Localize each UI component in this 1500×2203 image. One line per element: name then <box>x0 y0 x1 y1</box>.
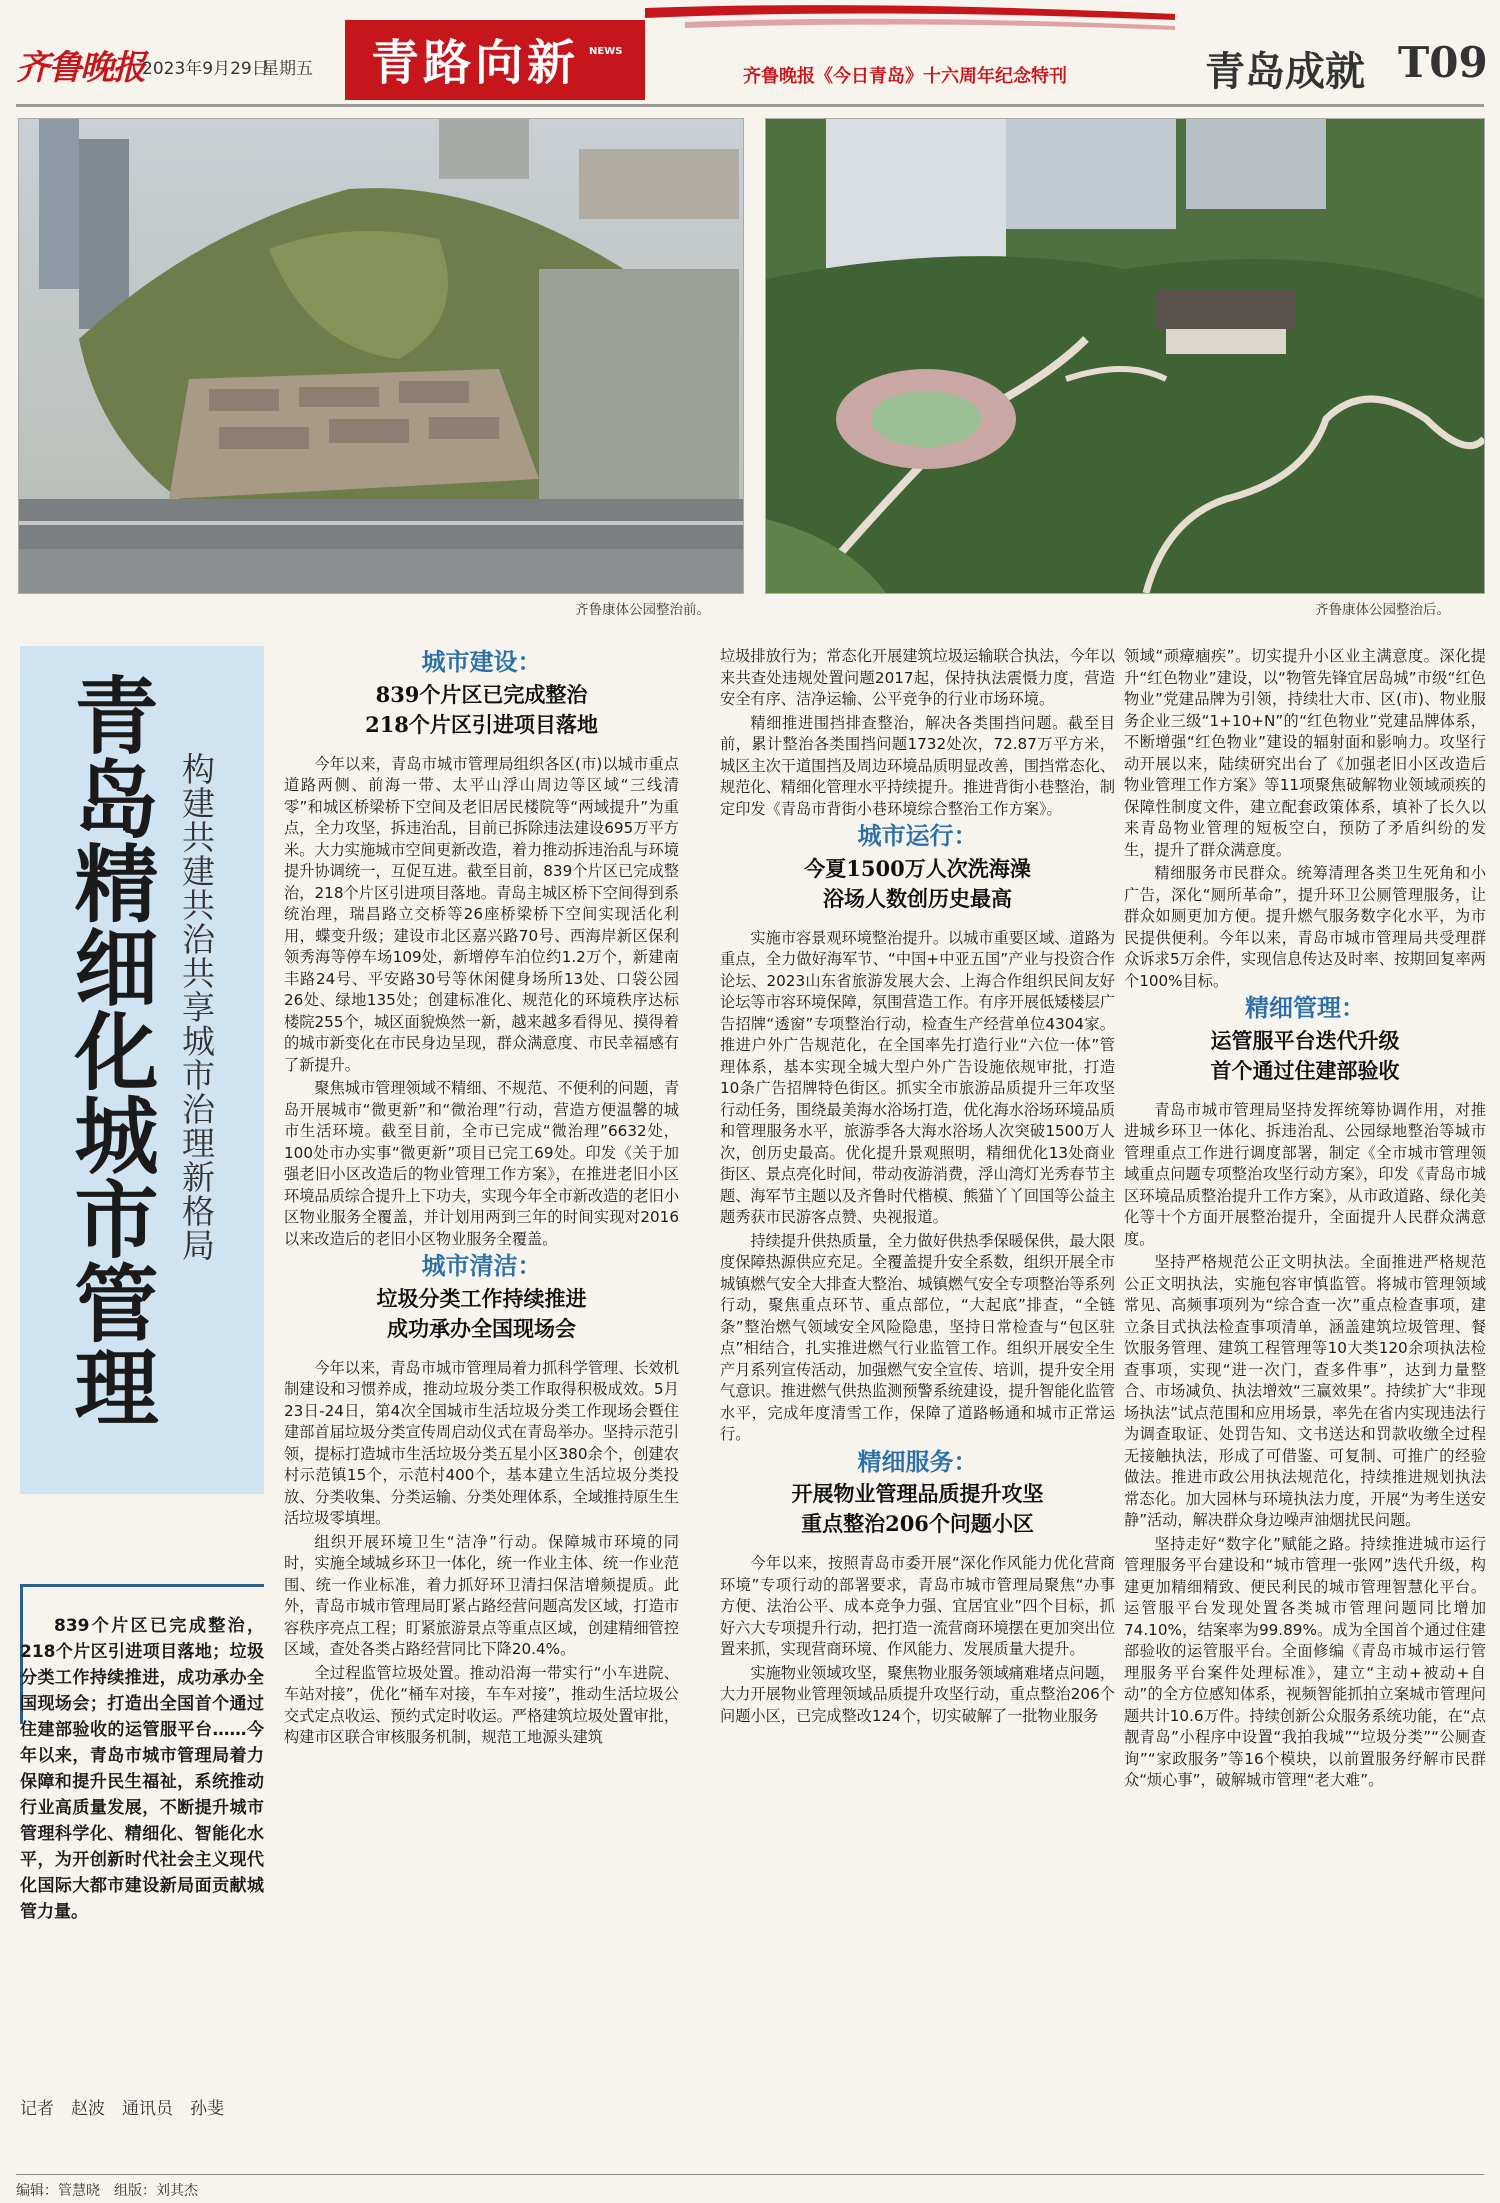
section-headline <box>1124 1026 1486 1086</box>
paragraph: 坚持走好“数字化”赋能之路。持续推进城市运行管理服务平台建设和“城市管理一张网”迭代升级，构建更加精细精致、便民利民的城市管理智慧化平台。运管服平台发现处置各类城市管理问题同比增加74.10%，结案率为99.89%。成为全国首个通过住建部验收的运管服平台。全面修编《青岛市城市运行管理服务平台案件处理标准》，建立“主动+被动+自动”的全方位感知体系，视频智能抓拍立案城市管理问题共计10.6万件。持续创新公众服务系统功能，在“点靓青岛”小程序中设置“我拍我城”“垃圾分类”“公厕查询”“家政服务”等16个模块，以前置服务纾解市民群众“烦心事”，破解城市管理“老大难”。 <box>1124 1534 1486 1789</box>
main-title: 青岛精细化城市管理 <box>61 672 160 1428</box>
section-headline <box>720 854 1115 914</box>
headline-line: 开展物业管理品质提升攻坚 <box>791 1481 1044 1506</box>
paragraph: 精细服务市民群众。统筹清理各类卫生死角和小广告，深化“厕所革命”，提升环卫公厕管理服务，让群众如厕更加方便。提升燃气服务数字化水平，为市民提供便利。今年以来，青岛市城市管理局共受理群众诉求5万余件，实现信息传达及时率、按期回复率两个100%目标。 <box>1124 864 1486 990</box>
section-kicker: 城市运行： <box>857 822 978 850</box>
headline-line: 垃圾分类工作持续推进 <box>376 1285 587 1311</box>
footer-rule <box>16 2174 1484 2175</box>
section-headline <box>284 680 679 740</box>
banner-subtitle: 齐鲁晚报《今日青岛》十六周年纪念特刊 <box>743 66 1067 87</box>
header-rule <box>16 104 1484 107</box>
sub-title: 构建共建共治共享城市治理新格局 <box>177 752 216 1262</box>
byline: 记者 赵波 通讯员 孙斐 <box>20 2099 224 2119</box>
paragraph: 今年以来，青岛市城市管理局着力抓科学管理、长效机制建设和习惯养成，推动垃圾分类工作取得积极成效。5月23日-24日，第4次全国城市生活垃圾分类工作现场会暨住建部首届垃圾分类宣传周启动仪式在青岛举办。坚持示范引领，提标打造城市生活垃圾分类五星小区380余个，创建农村示范镇15个，示范村400个，基本建立生活垃圾分类投放、分类收集、分类运输、分类处理体系，全域推持原生生活垃圾零填埋。 <box>284 1358 679 1527</box>
paragraph: 今年以来，按照青岛市委开展“深化作风能力优化营商环境”专项行动的部署要求，青岛市城市管理局聚焦“办事方便、法治公平、成本竞争力强、宜居宜业”四个目标，抓好六大专项提升行动，把打造一流营商环境摆在更加突出位置来抓，实现营商环境、作风能力、发展质量大提升。 <box>720 1554 1115 1658</box>
photo-after-caption: 齐鲁康体公园整治后。 <box>1315 602 1450 618</box>
headline-line: 运管服平台迭代升级 <box>1210 1027 1400 1053</box>
headline-line: 浴场人数创历史最高 <box>823 885 1012 911</box>
paragraph: 精细推进围挡排查整治，解决各类围挡问题。截至目前，累计整治各类围挡问题1732处次，72.87万平方米，城区主次干道围挡及周边环境品质明显改善，围挡常态化、规范化、精细化管理水平持续提升。推进背街小巷整治，制定印发《青岛市背街小巷环境综合整治工作方案》。 <box>720 713 1115 818</box>
aerial-park-after-image <box>766 119 1484 593</box>
article-column-3 <box>1124 646 1486 1794</box>
paragraph: 聚焦城市管理领域不精细、不规范、不便利的问题，青岛开展城市“微更新”和“微治理”行动，营造方便温馨的城市生活环境。截至目前，全市已完成“微治理”6632处，100处市办实事“微更新”项目已完工69处。印发《关于加强老旧小区改造后的物业管理工作方案》，在推进老旧小区环境品质综合提升上下功夫，实现今年全市新改造的老旧小区物业服务全覆盖，并计划用两到三年的时间实现对2016以来改造后的老旧小区物业服务全覆盖。 <box>284 1079 679 1248</box>
paragraph: 实施市容景观环境整治提升。以城市重要区域、道路为重点，全力做好海军节、“中国+中亚五国”产业与投资合作论坛、2023山东省旅游发展大会、上海合作组织民间友好论坛等市容环境保障，氛围营造工作。有序开展低矮楼层广告招牌“透窗”专项整治行动，检查生产经营单位4304家。推进户外广告规范化，在全国率先打造行业“六位一体”管理体系，基本实现全城大型户外广告设施依规审批，打造10条广告招牌特色街区。抓实全市旅游品质提升三年攻坚行动任务，围绕最美海水浴场打造，优化海水浴场环境品质和管理服务水平，旅游季各大海水浴场人次突破1500万人次，创历史最高。优化提升景观照明，精细优化13处商业街区、景点亮化时间，带动夜游消费，浮山湾灯光秀春节主题、海军节主题以及齐鲁时代楷模、熊猫丫丫回国等公益主题秀获市民游客点赞、央视报道。 <box>720 928 1115 1226</box>
article-column-1 <box>284 646 679 1751</box>
section-kicker: 精细管理： <box>1245 994 1365 1022</box>
section-headline <box>284 1284 679 1344</box>
headline-line: 重点整治206个问题小区 <box>801 1511 1034 1536</box>
photo-before-caption: 齐鲁康体公园整治前。 <box>575 602 710 618</box>
issue-weekday: 星期五 <box>262 59 313 79</box>
editor-credit: 编辑：管慧晓 组版：刘其杰 <box>16 2183 198 2199</box>
headline-line: 今夏1500万人次洗海澡 <box>804 855 1031 881</box>
paragraph: 垃圾排放行为；常态化开展建筑垃圾运输联合执法，今年以来共查处违规处置问题2017起，保持执法震慑力度，营造安全有序、洁净运输、公平竞争的行业市场环境。 <box>720 647 1115 708</box>
headline-line: 218个片区引进项目落地 <box>365 711 598 737</box>
article-column-2 <box>720 646 1115 1729</box>
photo-before <box>18 118 744 594</box>
paragraph: 持续提升供热质量，全力做好供热季保暖保供，最大限度保障热源供应充足。全覆盖提升安全系数，组织开展全市城镇燃气安全大排查大整治、城镇燃气安全专项整治等系列行动，聚焦重点环节、重点部位，“大起底”排查，“全链条”整治燃气领域安全风险隐患，坚持日常检查与“包区驻点”相结合，扎实推进燃气行业监管工作。组织开展安全生产月系列宣传活动，加强燃气安全宣传、培训，提升安全用气意识。推进燃气供热监测预警系统建设，提升智能化监管水平，完成年度清雪工作，保障了道路畅通和城市正常运行。 <box>720 1231 1115 1443</box>
paragraph: 青岛市城市管理局坚持发挥统筹协调作用，对推进城乡环卫一体化、拆违治乱、公园绿地整治等城市管理重点工作进行调度部署，制定《全市城市管理领域重点问题专项整治攻坚行动方案》，印发《青岛市城区环境品质整治提升工作方案》，从市政道路、绿化美化等十个方面开展整治提升，全面提升人民群众满意度。 <box>1124 1100 1486 1248</box>
banner-title: 青路向新 <box>371 35 580 91</box>
headline-line: 成功承办全国现场会 <box>387 1315 576 1341</box>
banner-tag: NEWS <box>589 46 623 57</box>
lead-paragraph: 839个片区已完成整治，218个片区引进项目落地；垃圾分类工作持续推进，成功承办全国现场会；打造出全国首个通过住建部验收的运管服平台……今年以来，青岛市城市管理局着力保障和提升民生福祉，系统推动行业高质量发展，不断提升城市管理科学化、精细化、智能化水平，为开创新时代社会主义现代化国际大都市建设新局面贡献城管力量。 <box>20 1584 264 1925</box>
paragraph: 全过程监管垃圾处置。推动沿海一带实行“小车进院、车站对接”，优化“桶车对接，车车对接”，推动生活垃圾公交式定点收运、预约式定时收运。严格建筑垃圾处置审批，构建市区联合审核服务机制，规范工地源头建筑 <box>284 1663 679 1746</box>
headline-line: 首个通过住建部验收 <box>1210 1057 1400 1083</box>
page-number: T09 <box>1398 38 1488 87</box>
section-name: 青岛成就 <box>1205 48 1365 95</box>
paragraph: 坚持严格规范公正文明执法。全面推进严格规范公正文明执法，实施包容审慎监管。将城市管理领域常见、高频事项列为“综合查一次”重点检查事项，建立条目式执法检查事项清单，涵盖建筑垃圾管理、餐饮服务管理、建筑工程管理等10大类120余项执法检查事项，实现“进一次门，查多件事”，达到力量整合、市场减负、执法增效“三赢效果”。持续扩大“非现场执法”试点范围和应用场景，率先在省内实现违法行为调查取证、处罚告知、文书送达和罚款收缴全过程无接触执法，形成了可借鉴、可复制、可推广的经验做法。推进市政公用执法规范化，持续推进规划执法常态化。加大园林与环境执法力度，开展“为考生送安静”活动，解决群众身边噪声油烟扰民问题。 <box>1124 1253 1486 1529</box>
paragraph: 实施物业领域攻坚，聚焦物业服务领域痛难堵点问题，大力开展物业管理领域品质提升攻坚行动，重点整治206个问题小区，已完成整改124个，切实破解了一批物业服务 <box>720 1663 1115 1725</box>
section-headline <box>720 1479 1115 1539</box>
paper-name: 齐鲁晚报 <box>16 48 144 88</box>
special-banner <box>345 0 1175 100</box>
aerial-park-before-image <box>19 119 743 593</box>
section-kicker: 精细服务： <box>857 1447 978 1476</box>
section-kicker: 城市清洁： <box>421 1252 542 1280</box>
photo-after <box>765 118 1485 594</box>
paragraph: 组织开展环境卫生“洁净”行动。保障城市环境的同时，实施全域城乡环卫一体化，统一作业主体、统一作业范围、统一作业标准，着力抓好环卫清扫保洁增频提质。此外，青岛市城市管理局盯紧占路经营问题高发区域，打造市容秩序亮点工程；盯紧旅游景点等重点区域，创建精细管控区域，查处各类占路经营同比下降20.4%。 <box>284 1532 679 1658</box>
headline-line: 839个片区已完成整治 <box>375 681 588 707</box>
issue-date: 2023年9月29日 <box>142 59 269 79</box>
paragraph: 领域“顽瘴痼疾”。切实提升小区业主满意度。深化提升“红色物业”建设，以“物管先锋宜居岛城”市级“红色物业”党建品牌为引领，持续壮大市、区(市)、物业服务企业三级“1+10+N”的“红色物业”党建品牌体系，不断增强“红色物业”建设的辐射面和影响力。攻坚行动开展以来，陆续研究出台了《加强老旧小区改造后物业管理工作方案》等11项聚焦破解物业领域顽疾的保障性制度文件，建立配套政策体系，填补了长久以来青岛物业管理的短板空白，预防了矛盾纠纷的发生，提升了群众满意度。 <box>1124 647 1486 859</box>
paragraph: 今年以来，青岛市城市管理局组织各区(市)以城市重点道路两侧、前海一带、太平山浮山周边等区域“三线清零”和城区桥梁桥下空间及老旧居民楼院等“两域提升”为重点，全力攻坚，拆违治乱，目前已拆除违法建设695万平方米。大力实施城市空间更新改造，着力推动拆违治乱与环境提升协调统一，互促互进。截至目前，839个片区已完成整治，218个片区引进项目落地。青岛主城区桥下空间得到系统治理，瑞昌路立交桥等26座桥梁桥下空间实现活化利用，蝶变升级；建设市北区嘉兴路70号、西海岸新区保利领秀海等停车场109处，新增停车泊位约1.2万个，新建南丰路24号、平安路30号等休闲健身场所13处、口袋公园26处、绿地135处；创建标准化、规范化的环境秩序达标楼院255个，城区面貌焕然一新，越来越多看得见、摸得着的城市新变化在市民身边呈现，群众满意度、市民幸福感有了新提升。 <box>284 754 679 1074</box>
section-kicker: 城市建设： <box>421 648 542 676</box>
page-header <box>0 0 1500 112</box>
